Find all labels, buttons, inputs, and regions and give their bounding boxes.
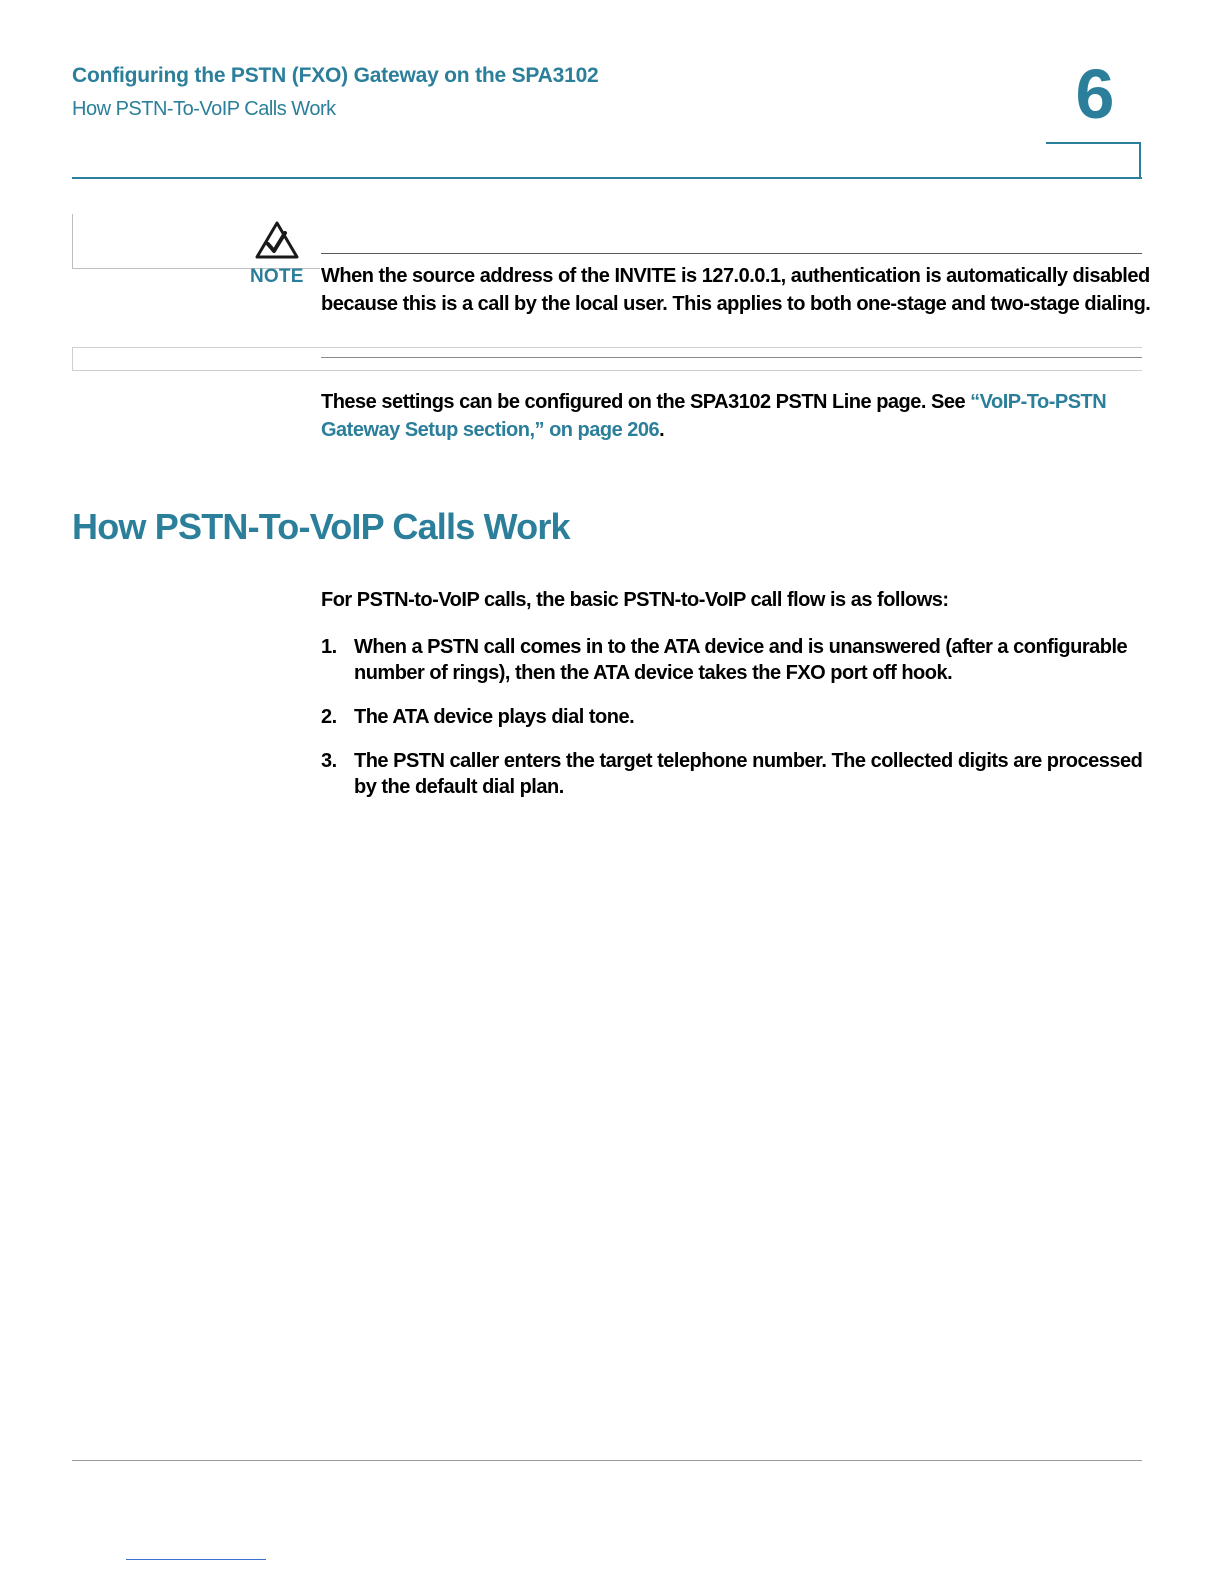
note-text: When the source address of the INVITE is 127.0.0.1, authentication is automatically disabled because this is a call by the local user. This applies to both one-stage and two-stage dialing. bbox=[321, 265, 1151, 315]
chapter-title: Configuring the PSTN (FXO) Gateway on the SPA3102 bbox=[72, 64, 599, 87]
step-text: When a PSTN call comes in to the ATA device and is unanswered (after a configurable number of rings), then the ATA device takes the FXO port off hook. bbox=[354, 636, 1128, 684]
settings-text: These settings can be configured on the SPA3102 PSTN Line page. See bbox=[321, 391, 971, 413]
step-number: 1. bbox=[321, 636, 337, 658]
note-frame bbox=[72, 214, 73, 269]
step-number: 3. bbox=[321, 750, 337, 772]
note-bottom-rule bbox=[321, 357, 1142, 358]
section-intro: For PSTN-to-VoIP calls, the basic PSTN-to-VoIP call flow is as follows: bbox=[321, 589, 949, 611]
call-flow-steps bbox=[321, 634, 1151, 798]
settings-paragraph bbox=[321, 388, 1151, 444]
chapter-number: 6 bbox=[1075, 55, 1115, 133]
list-item bbox=[321, 634, 1151, 686]
note-top-rule bbox=[321, 253, 1142, 254]
footer-link-underline bbox=[126, 1559, 266, 1560]
note-bottom-frame bbox=[72, 347, 1142, 371]
step-text: The ATA device plays dial tone. bbox=[354, 706, 635, 728]
settings-trailing: . bbox=[659, 419, 665, 441]
list-item bbox=[321, 748, 1151, 798]
step-number: 2. bbox=[321, 706, 337, 728]
checkmark-triangle-icon bbox=[254, 220, 300, 260]
note-label: NOTE bbox=[250, 266, 304, 287]
step-text: The PSTN caller enters the target telephone number. The collected digits are processed by the default dial plan. bbox=[354, 750, 1143, 798]
gateway-setup-link[interactable]: “VoIP-To-PSTN Gateway Setup section,” on page 206 bbox=[321, 391, 1107, 441]
section-subtitle: How PSTN-To-VoIP Calls Work bbox=[72, 98, 336, 120]
list-item bbox=[321, 704, 1151, 730]
chapter-tab bbox=[1046, 142, 1141, 177]
footer-rule bbox=[72, 1460, 1142, 1461]
section-heading: How PSTN-To-VoIP Calls Work bbox=[72, 506, 570, 547]
header-rule bbox=[72, 177, 1142, 179]
